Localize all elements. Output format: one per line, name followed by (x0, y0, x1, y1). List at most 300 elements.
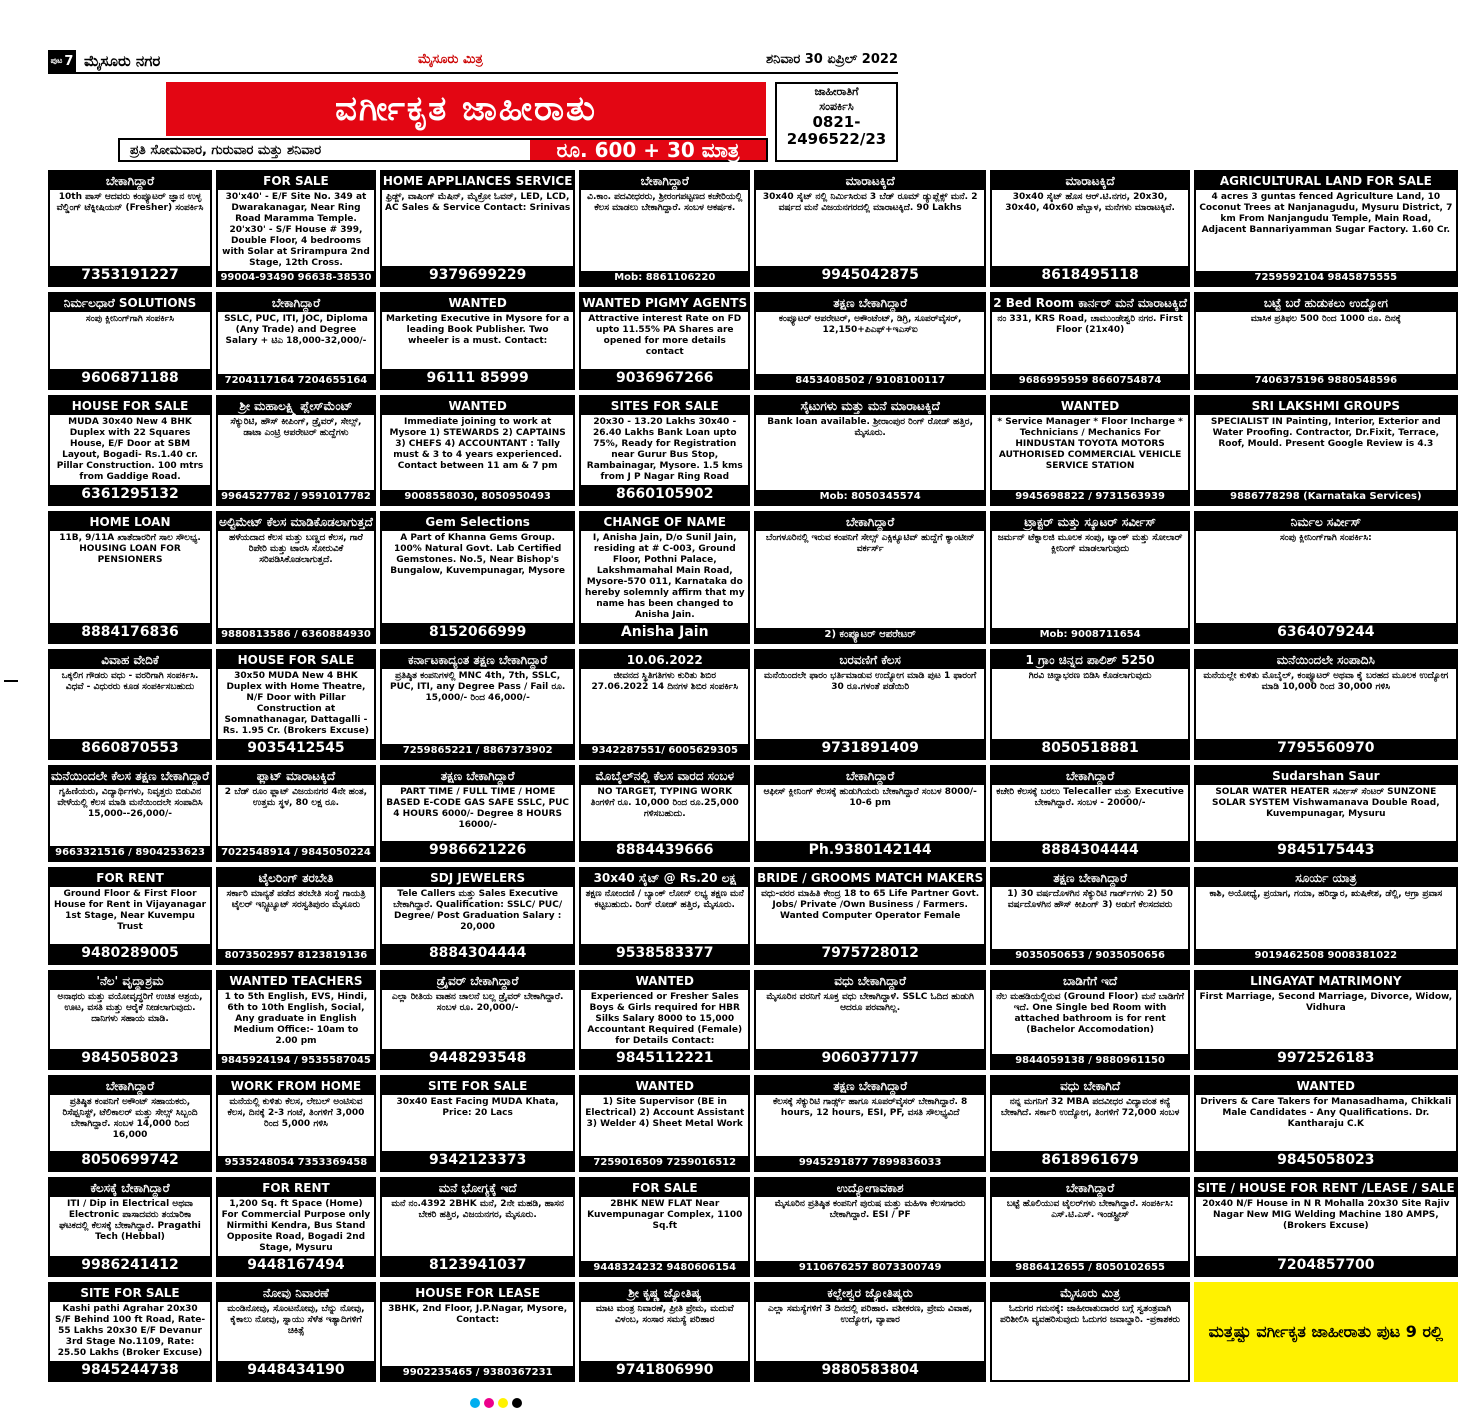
ad-body: ITI / Dip in Electrical ಅಥವಾ Electronic ಪಾಸಾದವರು ತಯಾರಿಕಾ ಘಟಕದಲ್ಲಿ ಕೆಲಸಕ್ಕೆ ಬೇಕಾಗಿದ್ದಾರೆ. Pragathi Tech (Hebbal) (59, 1199, 201, 1242)
ad-phone: 8453408502 / 9108100117 (756, 374, 984, 388)
ad-body: ಮೈಸೂರಿನ ಪ್ರತಿಷ್ಠಿತ ಕಂಪನಿಗೆ ಪುರುಷ ಮತ್ತು ಮಹಿಳಾ ಕೆಲಸಗಾರರು ಬೇಕಾಗಿದ್ದಾರೆ. ESI / PF (774, 1199, 966, 1220)
ad-price: ರೂ. 600 + 30 ಮಾತ್ರ (530, 140, 766, 160)
ad-phone: 9886778298 (Karnataka Services) (1196, 490, 1456, 504)
classified-ad (579, 1177, 750, 1277)
classified-ad (754, 1177, 986, 1277)
ad-phone: 9844059138 / 9880961150 (992, 1054, 1188, 1068)
classified-ad (990, 970, 1190, 1070)
ad-heading: WANTED PIGMY AGENTS (582, 296, 748, 310)
ad-body: 1 to 5th English, EVS, Hindi, 6th to 10th English, Social, Any graduate in English Medium Office:- 10am to 2.00 pm (224, 991, 368, 1046)
classified-ad (754, 765, 986, 863)
ad-phone: 9845058023 (1196, 1151, 1456, 1170)
ad-heading: ಬೇಕಾಗಿದ್ದಾರೆ (992, 767, 1188, 785)
ad-heading: ಶ್ರೀ ಕೃಷ್ಣ ಜ್ಯೋತಿಷ್ಯ (581, 1284, 748, 1302)
ad-body: ಬಟ್ಟೆ ಹೊಲಿಯುವ ಟೈಲರ್‌ಗಳು ಬೇಕಾಗಿದ್ದಾರೆ. ಸಂಪರ್ಕಿಸಿ: ಎಸ್.ಟಿ.ಎಸ್. ಇಂಡಸ್ಟ್ರೀಸ್ (1006, 1199, 1174, 1220)
classified-ad (579, 1282, 750, 1382)
ad-phone: 8123941037 (382, 1256, 574, 1275)
classified-ad (48, 867, 212, 965)
ad-heading: SITE FOR SALE (382, 1077, 574, 1095)
ad-heading: ಬೇಕಾಗಿದ್ದಾರೆ (218, 294, 374, 312)
ad-phone: 9480289005 (50, 944, 210, 963)
classified-ad (754, 511, 986, 644)
classified-ad (216, 649, 376, 760)
classified-ad (754, 395, 986, 506)
ad-phone: 9886412655 / 8050102655 (992, 1261, 1188, 1275)
ad-heading: ಮನೆ ಭೋಗ್ಯಕ್ಕೆ ಇದೆ (382, 1179, 574, 1197)
classified-ad (579, 765, 750, 863)
ad-phone: 8050518881 (992, 739, 1188, 758)
ad-body: 2BHK NEW FLAT Near Kuvempunagar Complex, 1100 Sq.ft (587, 1199, 743, 1231)
ad-phone: 9448434190 (218, 1361, 374, 1380)
ad-heading: 1 ಗ್ರಾಂ ಚಿನ್ನದ ಪಾಲಿಶ್ 5250 (992, 651, 1188, 669)
ad-body: Immediate joining to work at Mysore 1) STEWARDS 2) CAPTAINS 3) CHEFS 4) ACCOUNTANT : Tally must & 3 to 4 years experienced. Contact between 11 am & 7 pm (389, 416, 566, 471)
ad-phone: 7353191227 (50, 266, 210, 285)
classified-ad (380, 1075, 576, 1173)
classified-ad (48, 649, 212, 760)
ad-body: ನನ್ನ ಮಗನಿಗೆ 32 MBA ಪದವೀಧರ ವಿದ್ಯಾವಂತ ಕನ್ಯೆ ಬೇಕಾಗಿದೆ. ಸರ್ಕಾರಿ ಉದ್ಯೋಗ, ತಿಂಗಳಿಗೆ 72,000 ಸಂಬಳ (1000, 1096, 1180, 1118)
ad-phone: 9538583377 (581, 944, 748, 963)
ad-heading: CHANGE OF NAME (581, 513, 748, 531)
ad-body: ವಿ.ಕಾಂ. ಪದವೀಧರರು, ಶ್ರೀರಂಗಪಟ್ಟಣದ ಕಚೇರಿಯಲ್ಲಿ ಕೆಲಸ ಮಾಡಲು ಬೇಕಾಗಿದ್ದಾರೆ. ಸಂಬಳ ಆಕರ್ಷಕ. (587, 192, 743, 213)
ad-body: ಎಲ್ಲಾ ಸಮಸ್ಯೆಗಳಿಗೆ 3 ದಿನದಲ್ಲಿ ಪರಿಹಾರ. ವಶೀಕರಣ, ಪ್ರೇಮ ವಿವಾಹ, ಉದ್ಯೋಗ, ವ್ಯಾಪಾರ (767, 1304, 973, 1325)
ad-phone: 7259865221 / 8867373902 (382, 744, 574, 758)
classified-ad (579, 1075, 750, 1173)
ad-heading: WANTED (581, 1077, 748, 1095)
ad-phone: 9342123373 (382, 1151, 574, 1170)
ad-phone: 8618961679 (992, 1151, 1188, 1170)
ad-body: 1,200 Sq. ft Space (Home) For Commercial Purpose only Nirmithi Kendra, Bus Stand Opposite Road, Bogadi 2nd Stage, Mysuru (221, 1199, 371, 1253)
issue-date: ಶನಿವಾರ 30 ಏಪ್ರಿಲ್ 2022 (766, 52, 898, 67)
ad-phone: 9845058023 (50, 1049, 210, 1068)
ad-body: SSLC, PUC, ITI, JOC, Diploma (Any Trade) and Degree Salary + ಟಿಎ 18,000-32,000/- (224, 314, 368, 346)
ad-heading: 'ನೆಲ' ವೃದ್ಧಾಶ್ರಮ (50, 972, 210, 990)
ad-phone: 9606871188 (50, 369, 210, 388)
ad-body: ಸಂಪು ಕ್ಲೀನಿಂಗ್‌ಗಾಗಿ ಸಂಪರ್ಕಿಸಿ: (1279, 532, 1372, 543)
ad-heading: WORK FROM HOME (218, 1077, 374, 1095)
ad-heading: HOME LOAN (50, 513, 210, 531)
ad-phone: 8073502957 8123819136 (218, 949, 374, 963)
classified-ad (48, 1075, 212, 1173)
ad-heading: ಮನೆಯಿಂದಲೇ ಸಂಪಾದಿಸಿ (1196, 651, 1456, 669)
ad-body: ಗಿರವಿ ಚಿನ್ನಾಭರಣ ಬಿಡಿಸಿ ಕೊಡಲಾಗುವುದು (1028, 670, 1152, 681)
classified-ad (48, 292, 212, 390)
ad-heading: ಬೇಕಾಗಿದ್ದಾರೆ (756, 767, 984, 785)
classified-ad (990, 765, 1190, 863)
ad-heading: ಮೈಸೂರು ಮಿತ್ರ (992, 1284, 1188, 1302)
ad-phone: Mob: 8861106220 (581, 271, 748, 285)
ad-phone: 9342287551/ 6005629305 (581, 744, 748, 758)
masthead-logo: ಮೈಸೂರು ಮಿತ್ರ (418, 52, 483, 67)
ad-phone: 7022548914 / 9845050224 (218, 846, 374, 860)
ad-phone: 9035412545 (218, 739, 374, 758)
ad-phone: 9008558030, 8050950493 (382, 490, 574, 504)
classified-ad (754, 292, 986, 390)
ad-heading: FOR SALE (218, 172, 374, 190)
ad-body: ವಧು-ವರರ ಮಾಹಿತಿ ಕೇಂದ್ರ 18 to 65 Life Partner Govt. Jobs/ Private /Own Business / Farmers. Wanted Computer Operator Female (761, 889, 980, 921)
classified-ad (990, 1177, 1190, 1277)
ad-heading: ಟ್ರ್ಯಾಕ್ಟರ್ ಮತ್ತು ಸ್ಕೂಟರ್ ಸರ್ವೀಸ್ (992, 513, 1188, 531)
yellow-mark (498, 1398, 508, 1408)
ad-body: ಪ್ರತಿಷ್ಠಿತ ಕಂಪನಿಗೆ ಅಕೌಂಟ್ ಸಹಾಯಕರು, ರಿಸೆಪ್ಷನಿಸ್ಟ್, ಟೆಲಿಕಾಲರ್ ಮತ್ತು ಸೇಲ್ಸ್ ಸಿಬ್ಬಂದಿ ಬೇಕಾಗಿದ್ದಾರೆ. ಸಂಬಳ 14,000 ರಿಂದ 16,000 (62, 1096, 198, 1140)
ad-body: 4 acres 3 guntas fenced Agriculture Land, 10 Coconut Trees at Nanjanagudu, Mysuru District, 7 km From Nanjangudu Temple, Main Road, Adjacent Bannariyamman Sugar Factory. 1.60 Cr. (1199, 192, 1453, 235)
ad-heading: ಕೆಲಸಕ್ಕೆ ಬೇಕಾಗಿದ್ದಾರೆ (50, 1179, 210, 1197)
ad-heading: ಶ್ರೀ ಮಹಾಲಕ್ಷ್ಮಿ ಪ್ಲೇಸ್‌ಮೆಂಟ್ (218, 397, 374, 415)
ad-body: 30'x40' - E/F Site No. 349 at Dwarakanagar, Near Ring Road Maramma Temple. 20'x30' - S/F House # 399, Double Floor, 4 bedrooms with Solar at Srirampura 2nd Stage, 12th Cross. (222, 192, 370, 268)
classified-ad (216, 1177, 376, 1277)
ad-body: Experienced or Fresher Sales Boys & Girls required for HBR Silks Salary 8000 to 15,000 Accountant Required (Female) for Details Contact: (587, 991, 743, 1046)
ad-phone: 8884304444 (992, 841, 1188, 860)
magenta-mark (484, 1398, 494, 1408)
ad-body: ಫ್ರಿಡ್ಜ್, ವಾಷಿಂಗ್ ಮೆಷಿನ್, ಮೈಕ್ರೋ ಓವನ್, LED, LCD, AC Sales & Service Contact: Srinivas (385, 192, 571, 213)
ad-heading: ಬೇಕಾಗಿದ್ದಾರೆ (756, 513, 984, 531)
ad-body: 20x40 N/F House in N R Mohalla 20x30 Site Rajiv Nagar New MIG Welding Machine 180 AMPS, (Brokers Excuse) (1202, 1199, 1450, 1231)
ad-body: 1) 30 ವರ್ಷದೊಳಗಿನ ಸೆಕ್ಯುರಿಟಿ ಗಾರ್ಡ್‌ಗಳು 2) 50 ವರ್ಷದೊಳಗಿನ ಹೌಸ್ ಕೀಪಿಂಗ್ 3) ಅಡುಗೆ ಕೆಲಸದವರು (1007, 889, 1173, 910)
ad-heading: AGRICULTURAL LAND FOR SALE (1196, 172, 1456, 190)
ad-heading: ಬೇಕಾಗಿದ್ದಾರೆ (581, 172, 748, 190)
ad-heading: WANTED (382, 397, 574, 415)
classified-ad (48, 511, 212, 644)
ad-phone: 9060377177 (756, 1049, 984, 1068)
ad-body: 30x40 East Facing MUDA Khata, Price: 20 Lacs (396, 1096, 559, 1118)
ad-body: ಅನಾಥರು ಮತ್ತು ವಯೋವೃದ್ಧರಿಗೆ ಉಚಿತ ಆಶ್ರಯ, ಊಟ, ವಸತಿ ಮತ್ತು ಆರೈಕೆ ನೀಡಲಾಗುವುದು. ದಾನಿಗಳು ಸಹಾಯ ಮಾಡಿ. (57, 991, 203, 1024)
classified-ad (579, 867, 750, 965)
ad-heading: ಟೈಲರಿಂಗ್ ತರಬೇತಿ (218, 869, 374, 887)
ad-phone: 9986621226 (382, 841, 574, 860)
ad-phone: 7975728012 (756, 944, 984, 963)
ad-phone: 8660105902 (581, 485, 748, 504)
classified-ad (1194, 970, 1458, 1070)
ad-phone: 2) ಕಂಪ್ಯೂಟರ್ ಆಪರೇಟರ್ (756, 628, 984, 642)
ad-heading: FOR SALE (581, 1179, 748, 1197)
ad-phone: 7406375196 9880548596 (1196, 374, 1456, 388)
classified-ad (990, 649, 1190, 760)
ad-phone: 8660870553 (50, 739, 210, 758)
ad-phone: 8884439666 (581, 841, 748, 860)
ad-body: ಕಾಶಿ, ಅಯೋಧ್ಯೆ, ಪ್ರಯಾಗ, ಗಯಾ, ಹರಿದ್ವಾರ, ಋಷಿಕೇಶ, ಡೆಲ್ಲಿ, ಆಗ್ರಾ ಪ್ರವಾಸ (1209, 889, 1443, 899)
classified-ad (1194, 292, 1458, 390)
ad-phone: 9036967266 (581, 369, 748, 388)
classified-ad (48, 970, 212, 1070)
classified-ad (48, 765, 212, 863)
ad-phone: 9902235465 / 9380367231 (382, 1366, 574, 1380)
ad-body: First Marriage, Second Marriage, Divorce, Widow, Vidhura (1199, 991, 1453, 1013)
ad-body: 20x30 - 13.20 Lakhs 30x40 - 26.40 Lakhs Bank Loan upto 75%, Ready for Registration near Gurur Bus Stop, Rambainagar, Mysore. 1.5 kms from J P Nagar Ring Road (586, 416, 743, 482)
classified-ad (380, 970, 576, 1070)
ad-phone: 9379699229 (382, 266, 574, 285)
classified-ad (754, 1075, 986, 1173)
classified-ad (990, 511, 1190, 644)
ad-phone: 7795560970 (1196, 739, 1456, 758)
classified-ad (216, 170, 376, 287)
ad-heading: ತಕ್ಷಣ ಬೇಕಾಗಿದ್ದಾರೆ (992, 869, 1188, 887)
classified-ad (579, 292, 750, 390)
ad-heading: WANTED (382, 294, 574, 312)
ad-phone: 9945698822 / 9731563939 (992, 490, 1188, 504)
ad-heading: ಸೂರ್ಯ ಯಾತ್ರ (1196, 869, 1456, 887)
ad-phone: 8152066999 (382, 623, 574, 642)
classified-ad (380, 1177, 576, 1277)
ad-body: ಬೆಂಗಳೂರಿನಲ್ಲಿ ಇರುವ ಕಂಪನಿಗೆ ಸೇಲ್ಸ್ ಎಕ್ಸಿಕ್ಯೂಟಿವ್ ಹುದ್ದೆಗೆ ಕ್ಯಾಂಟೀನ್ ವರ್ಕರ್ಸ್ (765, 532, 975, 554)
classified-ad (754, 649, 986, 760)
ad-heading: ಮೊಬೈಲ್‌ನಲ್ಲಿ ಕೆಲಸ ವಾರದ ಸಂಬಳ (581, 767, 748, 785)
ad-phone: 9663321516 / 8904253623 (50, 846, 210, 860)
ad-heading: ಸೈಟುಗಳು ಮತ್ತು ಮನೆ ಮಾರಾಟಕ್ಕಿದೆ (756, 397, 984, 415)
ad-body: ಮಾಟ ಮಂತ್ರ ನಿವಾರಣೆ, ಪ್ರೀತಿ ಪ್ರೇಮ, ಮದುವೆ ವಿಳಂಬ, ಸಂಸಾರ ಸಮಸ್ಯೆ ಪರಿಹಾರ (595, 1304, 734, 1325)
ad-heading: FOR RENT (50, 869, 210, 887)
classified-ad (48, 1177, 212, 1277)
ad-heading: ಬೇಕಾಗಿದ್ದಾರೆ (992, 1179, 1188, 1197)
ad-phone: 9535248054 7353369458 (218, 1156, 374, 1170)
ad-heading: 10.06.2022 (581, 651, 748, 669)
ad-body: * Service Manager * Floor Incharge * Technicians / Mechanics For HINDUSTAN TOYOTA MOTORS AUTHORISED COMMERCIAL VEHICLE SERVICE STATION (997, 416, 1183, 471)
ad-body: ಮಾಸಿಕ ಪ್ರತಿಫಲ 500 ರಿಂದ 1000 ರೂ. ದಿನಕ್ಕೆ (1250, 314, 1401, 324)
ad-heading: HOUSE FOR SALE (50, 397, 210, 415)
page-header (48, 50, 898, 74)
classified-ad (216, 292, 376, 390)
ad-body: ಸರ್ಕಾರಿ ಮಾನ್ಯತೆ ಪಡೆದ ತರಬೇತಿ ಸಂಸ್ಥೆ ಗಾಯತ್ರಿ ಟೈಲರ್ ಇನ್ಸ್ಟಿಟ್ಯೂಟ್ ಸರಸ್ವತಿಪುರಂ ಮೈಸೂರು (226, 889, 366, 910)
ad-heading: ನೋವು ನಿವಾರಣೆ (218, 1284, 374, 1302)
ad-heading: ತಕ್ಷಣ ಬೇಕಾಗಿದ್ದಾರೆ (382, 767, 574, 785)
ad-heading: ತಕ್ಷಣ ಬೇಕಾಗಿದ್ದಾರೆ (756, 294, 984, 312)
ad-body: ನೆಲ ಮಹಡಿಯಲ್ಲಿರುವ (Ground Floor) ಮನೆ ಬಾಡಿಗೆಗೆ ಇದೆ. One Single bed Room with attached bathroom is for rent (Bachelor Accomodation) (996, 991, 1184, 1035)
ad-body: 11B, 9/11A ಖಾತೆದಾರರಿಗೆ ಸಾಲ ಸೌಲಭ್ಯ. HOUSING LOAN FOR PENSIONERS (59, 532, 201, 565)
classified-ad (48, 170, 212, 287)
classified-ad (216, 1282, 376, 1382)
classified-ad (1194, 1075, 1458, 1173)
classifieds-banner (48, 82, 768, 162)
ad-heading: ಬರವಣಿಗೆ ಕೆಲಸ (756, 651, 984, 669)
classified-ad (1194, 511, 1458, 644)
classified-ad (380, 511, 576, 644)
ad-heading: ಮನೆಯಿಂದಲೇ ಕೆಲಸ ತಕ್ಷಣ ಬೇಕಾಗಿದ್ದಾರೆ (51, 768, 210, 783)
ad-phone: Ph.9380142144 (756, 841, 984, 860)
classified-ad (990, 1282, 1190, 1382)
classified-ad (380, 649, 576, 760)
ad-body: ಕಚೇರಿ ಕೆಲಸಕ್ಕೆ ಬರಲು Telecaller ಮತ್ತು Executive ಬೇಕಾಗಿದ್ದಾರೆ. ಸಂಬಳ - 20000/- (996, 786, 1184, 808)
ad-contact-box (775, 82, 898, 162)
classified-ad (216, 867, 376, 965)
classified-ad (990, 395, 1190, 506)
ad-phone: 6361295132 (50, 485, 210, 504)
ad-heading: ಉದ್ಯೋಗಾವಕಾಶ (756, 1179, 984, 1197)
classified-ad (1194, 170, 1458, 287)
classified-ad (1194, 1282, 1458, 1382)
ad-heading: ಬೇಕಾಗಿದ್ದಾರೆ (50, 172, 210, 190)
classified-ad (1194, 1177, 1458, 1277)
ad-body: ತಕ್ಷಣ ನೋಂದಣಿ / ಬ್ಯಾಂಕ್ ಲೋನ್ ಲಭ್ಯ ತಕ್ಷಣ ಮನೆ ಕಟ್ಟಬಹುದು. ರಿಂಗ್ ರೋಡ್ ಹತ್ತಿರ, ಮೈಸೂರು. (585, 889, 744, 910)
ad-phone: 9845244738 (50, 1361, 210, 1380)
ad-body: ಮತ್ತಷ್ಟು ವರ್ಗೀಕೃತ ಜಾಹೀರಾತು ಪುಟ 9 ರಲ್ಲಿ (1208, 1322, 1444, 1341)
ad-heading: LINGAYAT MATRIMONY (1196, 972, 1456, 990)
ad-body: 30x50 MUDA New 4 BHK Duplex with Home Theatre, N/F Door with Pillar Construction at Somnathanagar, Dattagalli - Rs. 1.95 Cr. (Brokers Excuse) (222, 670, 370, 736)
ad-body: Marketing Executive in Mysore for a leading Book Publisher. Two wheeler is a must. Contact: (385, 314, 570, 346)
ad-phone: 7204857700 (1196, 1256, 1456, 1275)
ad-body: Drivers & Care Takers for Manasadhama, Chikkali Male Candidates - Any Qualifications. Dr. Kantharaju C.K (1200, 1096, 1452, 1129)
contact-phone-prefix: 0821- (812, 113, 861, 131)
ad-body: Attractive interest Rate on FD upto 11.55% PA Shares are opened for more details contact (588, 314, 742, 357)
ad-phone: 9448293548 (382, 1049, 574, 1068)
ad-body: ಸಂಪು ಕ್ಲೀನಿಂಗ್‌ಗಾಗಿ ಸಂಪರ್ಕಿಸಿ (85, 314, 175, 324)
classified-ad (380, 292, 576, 390)
ad-heading: HOME APPLIANCES SERVICE (382, 174, 573, 188)
classified-ad (579, 649, 750, 760)
classified-ad (216, 970, 376, 1070)
classified-ad (990, 170, 1190, 287)
contact-line: ಜಾಹೀರಾತಿಗೆ (814, 85, 859, 98)
ad-heading: 30x40 ಸೈಟ್ @ Rs.20 ಲಕ್ಷ (581, 869, 748, 887)
ad-body: SPECIALIST IN Painting, Interior, Exterior and Water Proofing. Contractor, Dr.Fixit, Terrace, Roof, Mould. Present Google Review is 4.3 (1210, 416, 1441, 449)
contact-line: ಸಂಪರ್ಕಿಸಿ (819, 100, 854, 113)
ad-heading: Gem Selections (382, 513, 574, 531)
ad-phone: 9845175443 (1196, 841, 1456, 860)
ad-phone: 9945042875 (756, 266, 984, 285)
ad-phone: 9986241412 (50, 1256, 210, 1275)
ad-body: ಜೀವನದ ಸ್ಥಿತಿಗತಿಗಳು ಕುರಿತು ಶಿಬಿರ 27.06.2022 14 ದಿನಗಳ ಶಿಬಿರ ಸಂಪರ್ಕಿಸಿ (591, 670, 738, 692)
ad-body: A Part of Khanna Gems Group. 100% Natural Govt. Lab Certified Gemstones. No.5, Near Bishop's Bungalow, Kuvempunagar, Mysore (390, 532, 566, 576)
classified-ad (1194, 867, 1458, 965)
ad-phone: 8884304444 (382, 944, 574, 963)
ad-phone: 9880583804 (756, 1361, 984, 1380)
crop-mark (4, 680, 18, 682)
classified-ad (380, 1282, 576, 1382)
ad-phone: 99004-93490 96638-38530 (218, 271, 374, 285)
classified-ad (579, 170, 750, 287)
classified-ad (579, 395, 750, 506)
ad-body: ಮೈಸೂರಿನ ವರನಿಗೆ ಸೂಕ್ತ ವಧು ಬೇಕಾಗಿದ್ದಾಳೆ. SSLC ಓದಿದ ಹುಡುಗಿ ಆದರೂ ಪರವಾಗಿಲ್ಲ. (766, 991, 974, 1013)
ad-body: 2 ಬೆಡ್ ರೂಂ ಫ್ಲಾಟ್ ವಿಜಯನಗರ 4ನೇ ಹಂತ, ಉತ್ತಮ ಸ್ಥಳ, 80 ಲಕ್ಷ ರೂ. (224, 786, 368, 808)
ad-heading: SITE FOR SALE (50, 1284, 210, 1302)
ad-phone: 9972526183 (1196, 1049, 1456, 1068)
ad-body: MUDA 30x40 New 4 BHK Duplex with 22 Squares House, E/F Door at SBM Layout, Bogadi- Rs.1.40 cr. Pillar Construction. 100 mtrs from Gaddige Road. (56, 416, 204, 482)
ad-heading: ನಿರ್ಮಲ ಸರ್ವೀಸ್ (1196, 513, 1456, 531)
ad-body: Ground Floor & First Floor House for Rent in Vijayanagar 1st Stage, Near Kuvempu Trust (53, 889, 207, 932)
ad-body: ನಂ 331, KRS Road, ಚಾಮುಂಡೇಶ್ವರಿ ನಗರ. First Floor (21x40) (997, 314, 1183, 335)
ad-body: 30x40 ಸೈಟ್ ನಲ್ಲಿ ನಿರ್ಮಿಸಿರುವ 3 ಬೆಡ್ ರೂಮ್ ಡ್ಯುಪ್ಲೆಕ್ಸ್ ಮನೆ. 2 ವರ್ಷದ ಮನೆ ವಿಜಯನಗರದಲ್ಲಿ ಮಾರಾಟಕ್ಕಿದೆ. 90 Lakhs (762, 192, 978, 213)
ad-phone: 6364079244 (1196, 623, 1456, 642)
ad-phone: 9845112221 (581, 1049, 748, 1068)
ad-body: ಎಲ್ಲಾ ರೀತಿಯ ವಾಹನ ಚಾಲನೆ ಬಲ್ಲ ಡ್ರೈವರ್ ಬೇಕಾಗಿದ್ದಾರೆ. ಸಂಬಳ ರೂ. 20,000/- (391, 991, 564, 1013)
ad-heading: ಫ್ಲಾಟ್ ಮಾರಾಟಕ್ಕಿದೆ (218, 767, 374, 785)
classified-ad (216, 511, 376, 644)
classified-ad (216, 1075, 376, 1173)
publish-days: ಪ್ರತಿ ಸೋಮವಾರ, ಗುರುವಾರ ಮತ್ತು ಶನಿವಾರ (130, 142, 322, 158)
ad-heading: WANTED (992, 397, 1188, 415)
ad-heading: ಡ್ರೈವರ್ ಬೇಕಾಗಿದ್ದಾರೆ (382, 972, 574, 990)
ad-heading: ವಿವಾಹ ವೇದಿಕೆ (50, 651, 210, 669)
ad-body: ಗೃಹಿಣಿಯರು, ವಿದ್ಯಾರ್ಥಿಗಳು, ನಿವೃತ್ತರು ಬಿಡುವಿನ ವೇಳೆಯಲ್ಲಿ ಕೆಲಸ ಮಾಡಿ ಮನೆಯಿಂದಲೇ ಸಂಪಾದಿಸಿ 15,000--26,000/- (57, 786, 203, 819)
ad-body: Kashi pathi Agrahar 20x30 S/F Behind 100 ft Road, Rate- 55 Lakhs 20x30 E/F Devanur 3rd Stage No.1109, Rate: 25.50 Lakhs (Broker Excuse) (54, 1304, 206, 1358)
classified-ad (1194, 649, 1458, 760)
ad-body: 3BHK, 2nd Floor, J.P.Nagar, Mysore, Contact: (388, 1304, 568, 1325)
ad-heading: WANTED TEACHERS (218, 972, 374, 990)
classified-ad (754, 170, 986, 287)
ad-heading: WANTED (581, 972, 748, 990)
black-mark (512, 1398, 522, 1408)
ad-phone: Mob: 9008711654 (992, 628, 1188, 642)
ad-body: 30x40 ಸೈಟ್ ಹೊಸ ಆರ್.ಟಿ.ನಗರ, 20x30, 30x40, 40x60 ಹೆಬ್ಬಾಳ, ಮನೆಗಳು ಮಾರಾಟಕ್ಕಿವೆ. (1005, 192, 1175, 213)
ad-heading: BRIDE / GROOMS MATCH MAKERS (757, 871, 984, 885)
ad-heading: 2 Bed Room ಕಾರ್ನರ್ ಮನೆ ಮಾರಾಟಕ್ಕಿದೆ (993, 296, 1187, 310)
contact-phone: 2496522/23 (786, 130, 887, 148)
ad-phone: 8618495118 (992, 266, 1188, 285)
ad-phone: 9731891409 (756, 739, 984, 758)
ad-heading: ಕರ್ನಾಟಕಾದ್ಯಂತ ತಕ್ಷಣ ಬೇಕಾಗಿದ್ದಾರೆ (382, 651, 574, 669)
ad-body: ಪ್ರತಿಷ್ಠಿತ ಕಂಪನಿಗಳಲ್ಲಿ MNC 4th, 7th, SSLC, PUC, ITI, any Degree Pass / Fail ರೂ. 15,000/- ರಿಂದ 46,000/- (389, 670, 566, 703)
ad-phone: Anisha Jain (581, 623, 748, 642)
ad-body: NO TARGET, TYPING WORK ತಿಂಗಳಿಗೆ ರೂ. 10,000 ರಿಂದ ರೂ.25,000 ಗಳಿಸಬಹುದು. (590, 786, 739, 819)
ad-body: ಕಂಪ್ಯೂಟರ್ ಆಪರೇಟರ್, ಅಕೌಂಟೆಂಟ್, ಡಿಗ್ರಿ, ಸೂಪರ್‌ವೈಸರ್, 12,150+ಪಿಎಫ್+ಇಎಸ್ಐ (778, 314, 962, 335)
page-number-box (48, 50, 76, 72)
classified-ad (48, 1282, 212, 1382)
ad-body: ಮಂಡಿನೋವು, ಸೊಂಟನೋವು, ಬೆನ್ನು ನೋವು, ಕೈಕಾಲು ನೋವು, ಸ್ನಾಯು ಸೆಳೆತ ಇತ್ಯಾದಿಗಳಿಗೆ ಚಿಕಿತ್ಸೆ (227, 1304, 365, 1336)
ad-phone: 96111 85999 (382, 369, 574, 388)
classified-ad (48, 395, 212, 506)
classified-ad (990, 1075, 1190, 1173)
banner-title: ವರ್ಗೀಕೃತ ಜಾಹೀರಾತು (166, 82, 766, 136)
classified-ad (216, 395, 376, 506)
ad-body: ಮನೆಯಲ್ಲೇ ಕುಳಿತು ಮೊಬೈಲ್, ಕಂಪ್ಯೂಟರ್ ಅಥವಾ ಕೈ ಬರಹದ ಮೂಲಕ ಉದ್ಯೋಗ ಮಾಡಿ 10,000 ರಿಂದ 30,000 ಗಳಿಸಿ (1203, 670, 1449, 692)
ad-heading: ವಧು ಬೇಕಾಗಿದೆ (992, 1077, 1188, 1095)
ad-heading: HOUSE FOR LEASE (382, 1284, 574, 1302)
classified-ad (754, 970, 986, 1070)
classified-ad (1194, 765, 1458, 863)
ad-heading: FOR RENT (218, 1179, 374, 1197)
ad-body: ಮನೆಯಿಂದಲೇ ಫಾರಂ ಭರ್ತಿಮಾಡುವ ಉದ್ಯೋಗ ಮಾಡಿ ಪುಟ 1 ಫಾರಂಗೆ 30 ರೂ.ಗಳಂತೆ ಪಡೆಯಿರಿ (764, 670, 977, 692)
ad-body: SOLAR WATER HEATER ಸರ್ವೀಸ್ ಸೆಂಟರ್ SUNZONE SOLAR SYSTEM Vishwamanava Double Road, Kuvempunagar, Mysuru (1211, 786, 1440, 819)
page-label: ಪುಟ (50, 56, 63, 65)
ad-phone: 9741806990 (581, 1361, 748, 1380)
ad-heading: ತಕ್ಷಣ ಬೇಕಾಗಿದ್ದಾರೆ (756, 1077, 984, 1095)
ad-heading: SITES FOR SALE (581, 397, 748, 415)
ad-body: ಒಕ್ಕಲಿಗ ಗೌಡರು ವಧು - ವರರಿಗಾಗಿ ಸಂಪರ್ಕಿಸಿ. ವಿಧವೆ - ವಿಧುರರು ಕೂಡ ಸಂಪರ್ಕಿಸಬಹುದು (61, 670, 199, 692)
classified-ad (754, 867, 986, 965)
ad-phone: 9110676257 8073300749 (756, 1261, 984, 1275)
ad-heading: ಬಾಡಿಗೆಗೆ ಇದೆ (992, 972, 1188, 990)
ad-body: ಮನೆಯಲ್ಲಿ ಕುಳಿತು ಕೆಲಸ, ಲೇಬಲ್ ಅಂಟಿಸುವ ಕೆಲಸ, ದಿನಕ್ಕೆ 2-3 ಗಂಟೆ, ತಿಂಗಳಿಗೆ 3,000 ರಿಂದ 5,000 ಗಳಿಸಿ (227, 1096, 365, 1129)
ad-phone: 9448324232 9480606154 (581, 1261, 748, 1275)
ad-heading: ಕಲ್ಲೇಶ್ವರ ಜ್ಯೋತಿಷ್ಯರು (756, 1284, 984, 1302)
ad-phone: 9448167494 (218, 1256, 374, 1275)
ad-heading: WANTED (1196, 1077, 1456, 1095)
ad-body: PART TIME / FULL TIME / HOME BASED E-CODE GAS SAFE SSLC, PUC 4 HOURS 6000/- Degree 8 HOURS 16000/- (386, 786, 570, 830)
classified-ad (380, 395, 576, 506)
classified-ad (990, 867, 1190, 965)
ad-body: ಕೆಲಸಕ್ಕೆ ಸೆಕ್ಯುರಿಟಿ ಗಾರ್ಡ್ಸ್ ಹಾಗೂ ಸೂಪರ್‌ವೈಸರ್ ಬೇಕಾಗಿದ್ದಾರೆ. 8 hours, 12 hours, ESI, PF, ವಸತಿ ಸೌಲಭ್ಯವಿದೆ (772, 1096, 968, 1118)
ad-heading: SRI LAKSHMI GROUPS (1196, 397, 1456, 415)
ad-heading: ಬಟ್ಟೆ ಬರೆ ಹುಡುಕಲು ಉದ್ಯೋಗ (1196, 294, 1456, 312)
ad-phone: 8050699742 (50, 1151, 210, 1170)
page-number: 7 (64, 53, 74, 69)
ad-phone: 9964527782 / 9591017782 (218, 490, 374, 504)
classified-ad (216, 765, 376, 863)
classified-ad (1194, 395, 1458, 506)
ad-heading: ಬೇಕಾಗಿದ್ದಾರೆ (50, 1077, 210, 1095)
classified-ad (380, 867, 576, 965)
ad-body: ಜರ್ಮನ್ ಟೆಕ್ನಾಲಜಿ ಮೂಲಕ ಸಂಪು, ಟ್ಯಾಂಕ್ ಮತ್ತು ಸೋಲಾರ್ ಕ್ಲೀನಿಂಗ್ ಮಾಡಲಾಗುವುದು (997, 532, 1183, 554)
registration-marks (0, 1398, 945, 1412)
ad-phone: 8884176836 (50, 623, 210, 642)
ad-body: ಮನೆ ನಂ.4392 2BHK ಮನೆ, 2ನೇ ಮಹಡಿ, ಹಾಸನ ಬೇಕರಿ ಹತ್ತಿರ, ವಿಜಯನಗರ, ಮೈಸೂರು. (391, 1199, 564, 1220)
ad-phone: 7204117164 7204655164 (218, 374, 374, 388)
ad-phone: 9035050653 / 9035050656 (992, 949, 1188, 963)
ad-heading: ಮಾರಾಟಕ್ಕಿದೆ (992, 172, 1188, 190)
ad-body: I, Anisha Jain, D/o Sunil Jain, residing at # C-003, Ground Floor, Pothni Palace, Lakshmamahal Main Road, Mysore-570 011, Karnataka do hereby solemnly affirm that my name has been changed to Anisha Jain. (584, 532, 745, 620)
section-title: ಮೈಸೂರು ನಗರ (84, 52, 161, 70)
classified-ad (990, 292, 1190, 390)
ad-body: 10th ಪಾಸ್ ಆದವರು ಕಂಪ್ಯೂಟರ್ ಜ್ಞಾನ ಉಳ್ಳ ವೆಲ್ಡಿಂಗ್ ಟೆಕ್ನೀಷಿಯನ್ (Fresher) ಸಂಪರ್ಕಿಸಿ (56, 192, 204, 213)
ad-body: Bank loan available. ಶ್ರೀರಾಂಪುರ ರಿಂಗ್ ರೋಡ್ ಹತ್ತಿರ, ಮೈಸೂರು. (767, 416, 973, 438)
ad-phone: 9845924194 / 9535587045 (218, 1054, 374, 1068)
